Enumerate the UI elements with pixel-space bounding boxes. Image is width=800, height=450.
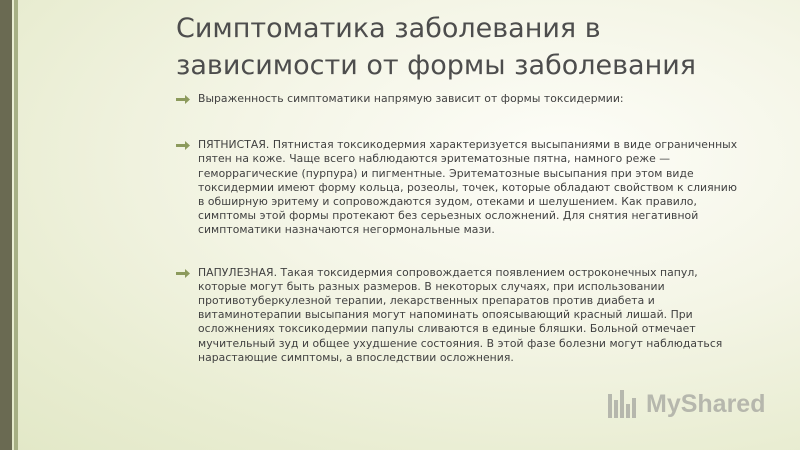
myshared-logo-icon xyxy=(606,388,642,422)
watermark-text: MyShared xyxy=(646,390,766,418)
left-accent-stripe xyxy=(14,0,18,450)
arrow-bullet-icon xyxy=(176,269,190,278)
bullet-text: ПЯТНИСТАЯ. Пятнистая токсикодермия характеризуется высыпаниями в виде ограниченных пятен на коже. Чаще всего наблюдаются эритематозные пятна, намного реже — геморрагические (пурпура) и пигментные. Эритематозные высыпания при этом виде токсидермии имеют форму кольца, розеолы, точек, которые обладают свойством к слиянию в обширную эритему и сопровождаются зудом, отеками и шелушением. Как правило, симптомы этой формы протекают без серьезных осложнений. Для снятия негативной симптоматики назначаются негормональные мази. xyxy=(198,138,738,237)
left-decorative-band xyxy=(0,0,12,450)
slide-title: Симптоматика заболевания в зависимости от формы заболевания xyxy=(176,13,697,81)
bullet-text: Выраженность симптоматики напрямую зависит от формы токсидермии: xyxy=(198,92,624,105)
arrow-bullet-icon xyxy=(176,95,190,104)
bullet-item-spotted xyxy=(176,138,746,237)
bullet-text: ПАПУЛЕЗНАЯ. Такая токсидермия сопровождается появлением остроконечных папул, которые могут быть разных размеров. В некоторых случаях, при использовании противотуберкулезной терапии, лекарственных препаратов против диабета и витаминотерапии высыпания могут напоминать опоясывающий красный лишай. При осложнениях токсикодермии папулы сливаются в единые бляшки. Больной отмечает мучительный зуд и общее ухудшение состояния. В этой фазе болезни могут наблюдаться нарастающие симптомы, а впоследствии осложнения. xyxy=(198,265,723,364)
slide-content xyxy=(176,92,746,365)
bullet-item-intro xyxy=(176,92,746,106)
arrow-bullet-icon xyxy=(176,141,190,150)
bullet-item-papular xyxy=(176,266,746,365)
myshared-watermark xyxy=(606,388,766,424)
